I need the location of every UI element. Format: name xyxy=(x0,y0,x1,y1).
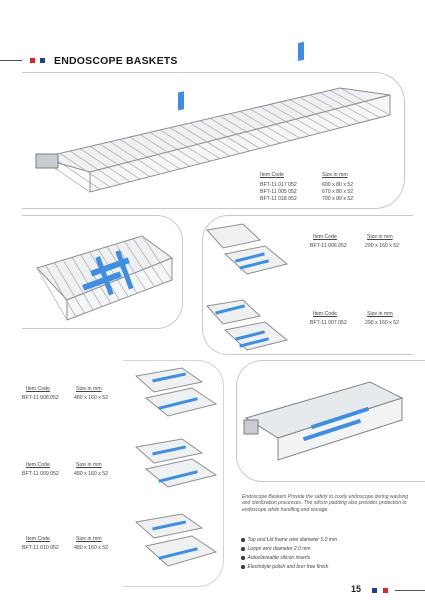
item-size: 600 x 80 x 52 xyxy=(322,182,354,188)
item-code: BFT-11 017 052 xyxy=(260,182,297,188)
item-code-header: Item Code xyxy=(313,311,337,317)
bullet-icon xyxy=(241,547,245,551)
bullet-icon xyxy=(241,556,245,560)
size-header: Size in mm xyxy=(367,311,393,317)
open-basket-illustration-2 xyxy=(205,298,290,353)
feature-item: Top and Lid frame wire diameter 5.0 mm xyxy=(241,537,337,543)
basket-illustration-b xyxy=(132,437,222,497)
long-basket-illustration xyxy=(30,80,400,180)
item-size: 480 x 160 x 52 xyxy=(74,471,109,477)
red-square-icon xyxy=(383,588,388,593)
item-size: 290 x 160 x 52 xyxy=(365,320,400,326)
open-basket-illustration-1 xyxy=(205,222,290,277)
red-square-icon xyxy=(30,58,35,63)
half-basket-illustration xyxy=(32,228,177,323)
item-size: 670 x 80 x 52 xyxy=(322,189,354,195)
blue-square-icon xyxy=(372,588,377,593)
item-code-header: Item Code xyxy=(26,386,50,392)
feature-item: Autoclaveable silicon inserts xyxy=(241,555,310,561)
size-header: Size in mm xyxy=(76,462,102,468)
size-header: Size in mm xyxy=(367,234,393,240)
item-size: 480 x 160 x 52 xyxy=(74,545,109,551)
size-header: Size in mm xyxy=(76,386,102,392)
blue-square-icon xyxy=(40,58,45,63)
basket-illustration-a xyxy=(132,366,222,426)
bullet-icon xyxy=(241,565,245,569)
bullet-icon xyxy=(241,538,245,542)
item-code: BFT-11 006 052 xyxy=(310,243,347,249)
item-code-header: Item Code xyxy=(260,172,284,178)
size-header: Size in mm xyxy=(76,536,102,542)
item-code: BFT-11 008 052 xyxy=(22,395,59,401)
item-size: 290 x 160 x 52 xyxy=(365,243,400,249)
item-code-header: Item Code xyxy=(313,234,337,240)
header-rule xyxy=(0,60,22,61)
item-code: BFT-11 007 052 xyxy=(310,320,347,326)
item-code-header: Item Code xyxy=(26,536,50,542)
long-lidded-basket-illustration xyxy=(240,376,410,466)
item-code: BFT-11 005 052 xyxy=(260,189,297,195)
feature-item: Electrolyte polish and burr free finish xyxy=(241,564,328,570)
item-code: BFT-11 009 052 xyxy=(22,471,59,477)
item-code: BFT-11 018 052 xyxy=(260,196,297,202)
item-size: 700 x 80 x 52 xyxy=(322,196,354,202)
size-header: Size in mm xyxy=(322,172,348,178)
item-code: BFT-11 010 052 xyxy=(22,545,59,551)
footer-rule xyxy=(395,590,425,591)
feature-item: Loops wire diameter 2.0 mm xyxy=(241,546,311,552)
page-number: 15 xyxy=(351,584,362,594)
product-description: Endoscope Baskets Provide the safety to costly endoscope during washing and sterilization processes. The silicon padding also provides protection to endoscope while handling and storage. xyxy=(242,494,409,513)
basket-illustration-c xyxy=(132,512,222,577)
item-size: 480 x 160 x 52 xyxy=(74,395,109,401)
page-title: ENDOSCOPE BASKETS xyxy=(54,55,178,67)
item-code-header: Item Code xyxy=(26,462,50,468)
